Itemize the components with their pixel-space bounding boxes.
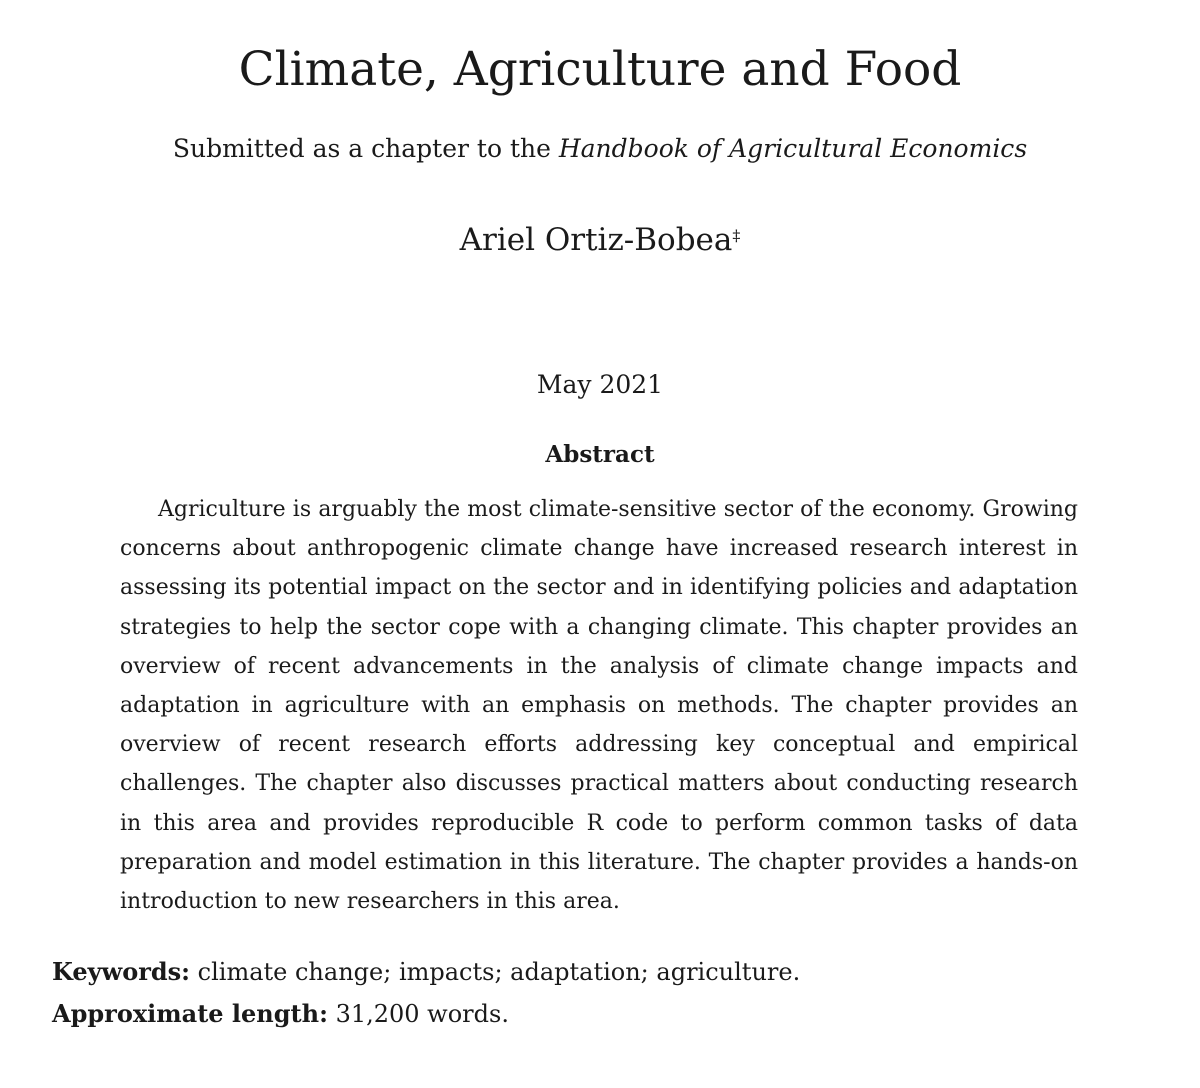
keywords-label: Keywords: — [52, 957, 191, 986]
length-value: 31,200 words. — [335, 1000, 509, 1028]
paper-subtitle — [0, 132, 1200, 166]
paper-date: May 2021 — [536, 370, 664, 399]
subtitle-prefix: Submitted as a chapter to the — [172, 134, 559, 163]
length-label: Approximate length: — [52, 999, 328, 1028]
length-line — [52, 994, 1152, 1034]
subtitle-book-title: Handbook of Agricultural Economics — [558, 134, 1028, 163]
author-line — [0, 218, 1200, 262]
abstract-body: Agriculture is arguably the most climate-sensitive sector of the economy. Growing concerns about anthropogenic climate change have increased research interest in assessing its potential impact on the sector and in identifying policies and adaptation strategies to help the sector cope with a changing climate. This chapter provides an overview of recent advancements in the analysis of climate change impacts and adaptation in agriculture with an emphasis on methods. The chapter provides an overview of recent research efforts addressing key conceptual and empirical challenges. The chapter also discusses practical matters about conducting research in this area and provides reproducible R code to perform common tasks of data preparation and model estimation in this literature. The chapter provides a hands-on introduction to new researchers in this area. — [120, 497, 1078, 915]
abstract-heading: Abstract — [545, 441, 655, 468]
keywords-value: climate change; impacts; adaptation; agriculture. — [197, 958, 801, 986]
keywords-line — [52, 952, 1152, 992]
author-footnote-mark: ‡ — [732, 226, 741, 245]
paper-title: Climate, Agriculture and Food — [238, 42, 962, 97]
author-name: Ariel Ortiz-Bobea — [459, 222, 733, 258]
